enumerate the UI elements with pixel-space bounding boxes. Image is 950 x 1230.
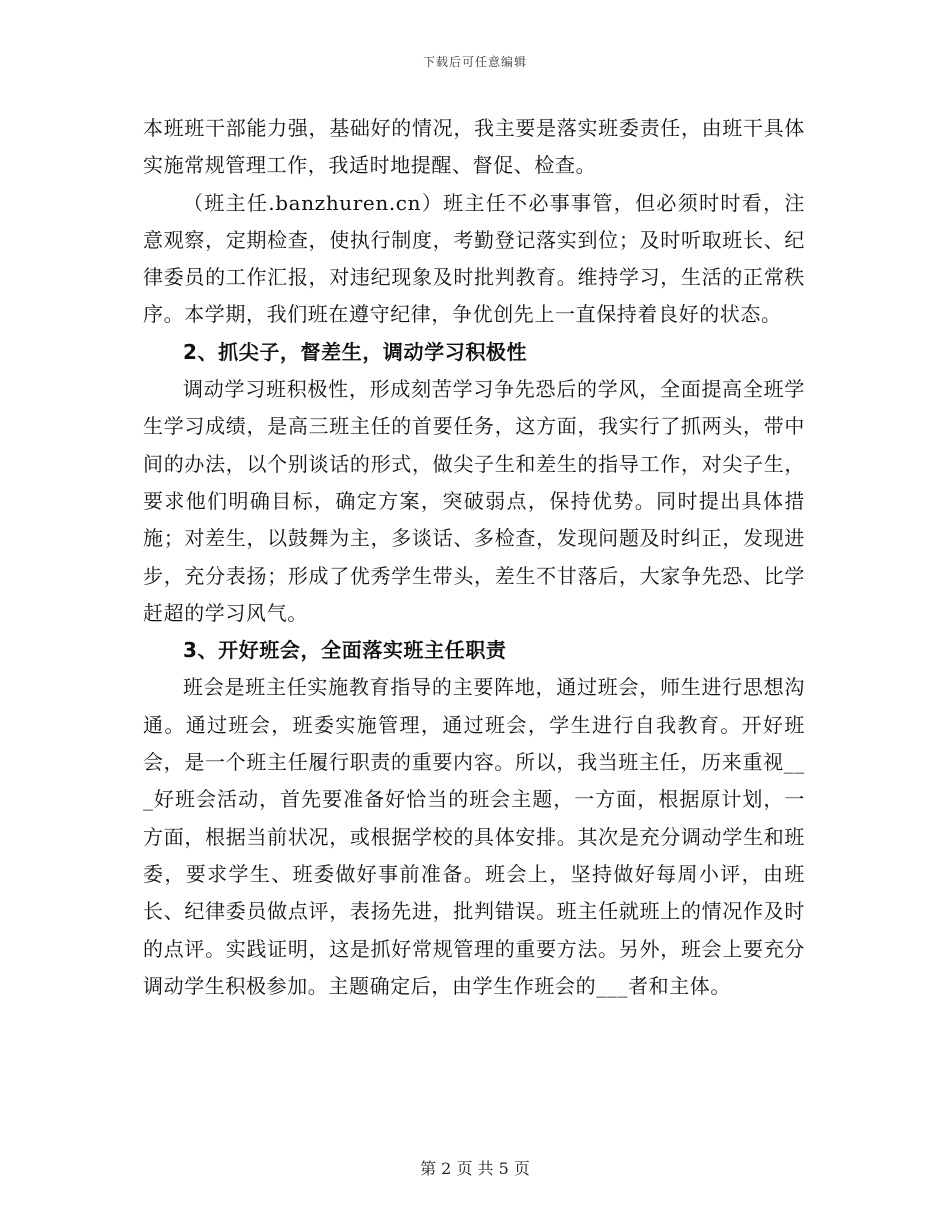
section-heading-2: 2、抓尖子，督差生，调动学习积极性 (183, 339, 528, 364)
paragraph-4: 班会是班主任实施教育指导的主要阵地，通过班会，师生进行思想沟通。通过班会，班委实施管理，通过班会，学生进行自我教育。开好班会，是一个班主任履行职责的重要内容。所以，我当班主任，历来重视___好班会活动，首先要准备好恰当的班会主题，一方面，根据原计划，一方面，根据当前状况，或根据学校的具体安排。其次是充分调动学生和班委，要求学生、班委做好事前准备。班会上，坚持做好每周小评，由班长、纪律委员做点评，表扬先进，批判错误。班主任就班上的情况作及时的点评。实践证明，这是抓好常规管理的重要方法。另外，班会上要充分调动学生积极参加。主题确定后，由学生作班会的___者和主体。 (143, 675, 805, 998)
paragraph-3: 调动学习班积极性，形成刻苦学习争先恐后的学风，全面提高全班学生学习成绩，是高三班主任的首要任务，这方面，我实行了抓两头，带中间的办法，以个别谈话的形式，做尖子生和差生的指导工作，对尖子生，要求他们明确目标，确定方案，突破弱点，保持优势。同时提出具体措施；对差生，以鼓舞为主，多谈话、多检查，发现问题及时纠正，发现进步，充分表扬；形成了优秀学生带头，差生不甘落后，大家争先恐、比学赶超的学习风气。 (143, 377, 805, 625)
document-body (143, 110, 805, 1005)
header-note: 下载后可任意编辑 (422, 55, 527, 69)
page-number: 第 2 页 共 5 页 (420, 1159, 530, 1178)
section-heading-3: 3、开好班会，全面落实班主任职责 (183, 638, 507, 663)
paragraph-1: 本班班干部能力强，基础好的情况，我主要是落实班委责任，由班干具体实施常规管理工作，我适时地提醒、督促、检查。 (143, 116, 805, 178)
paragraph-2: （班主任.banzhuren.cn）班主任不必事事管，但必须时时看，注意观察，定期检查，使执行制度，考勤登记落实到位；及时听取班长、纪律委员的工作汇报，对违纪现象及时批判教育。维持学习，生活的正常秩序。本学期，我们班在遵守纪律，争优创先上一直保持着良好的状态。 (143, 190, 805, 327)
